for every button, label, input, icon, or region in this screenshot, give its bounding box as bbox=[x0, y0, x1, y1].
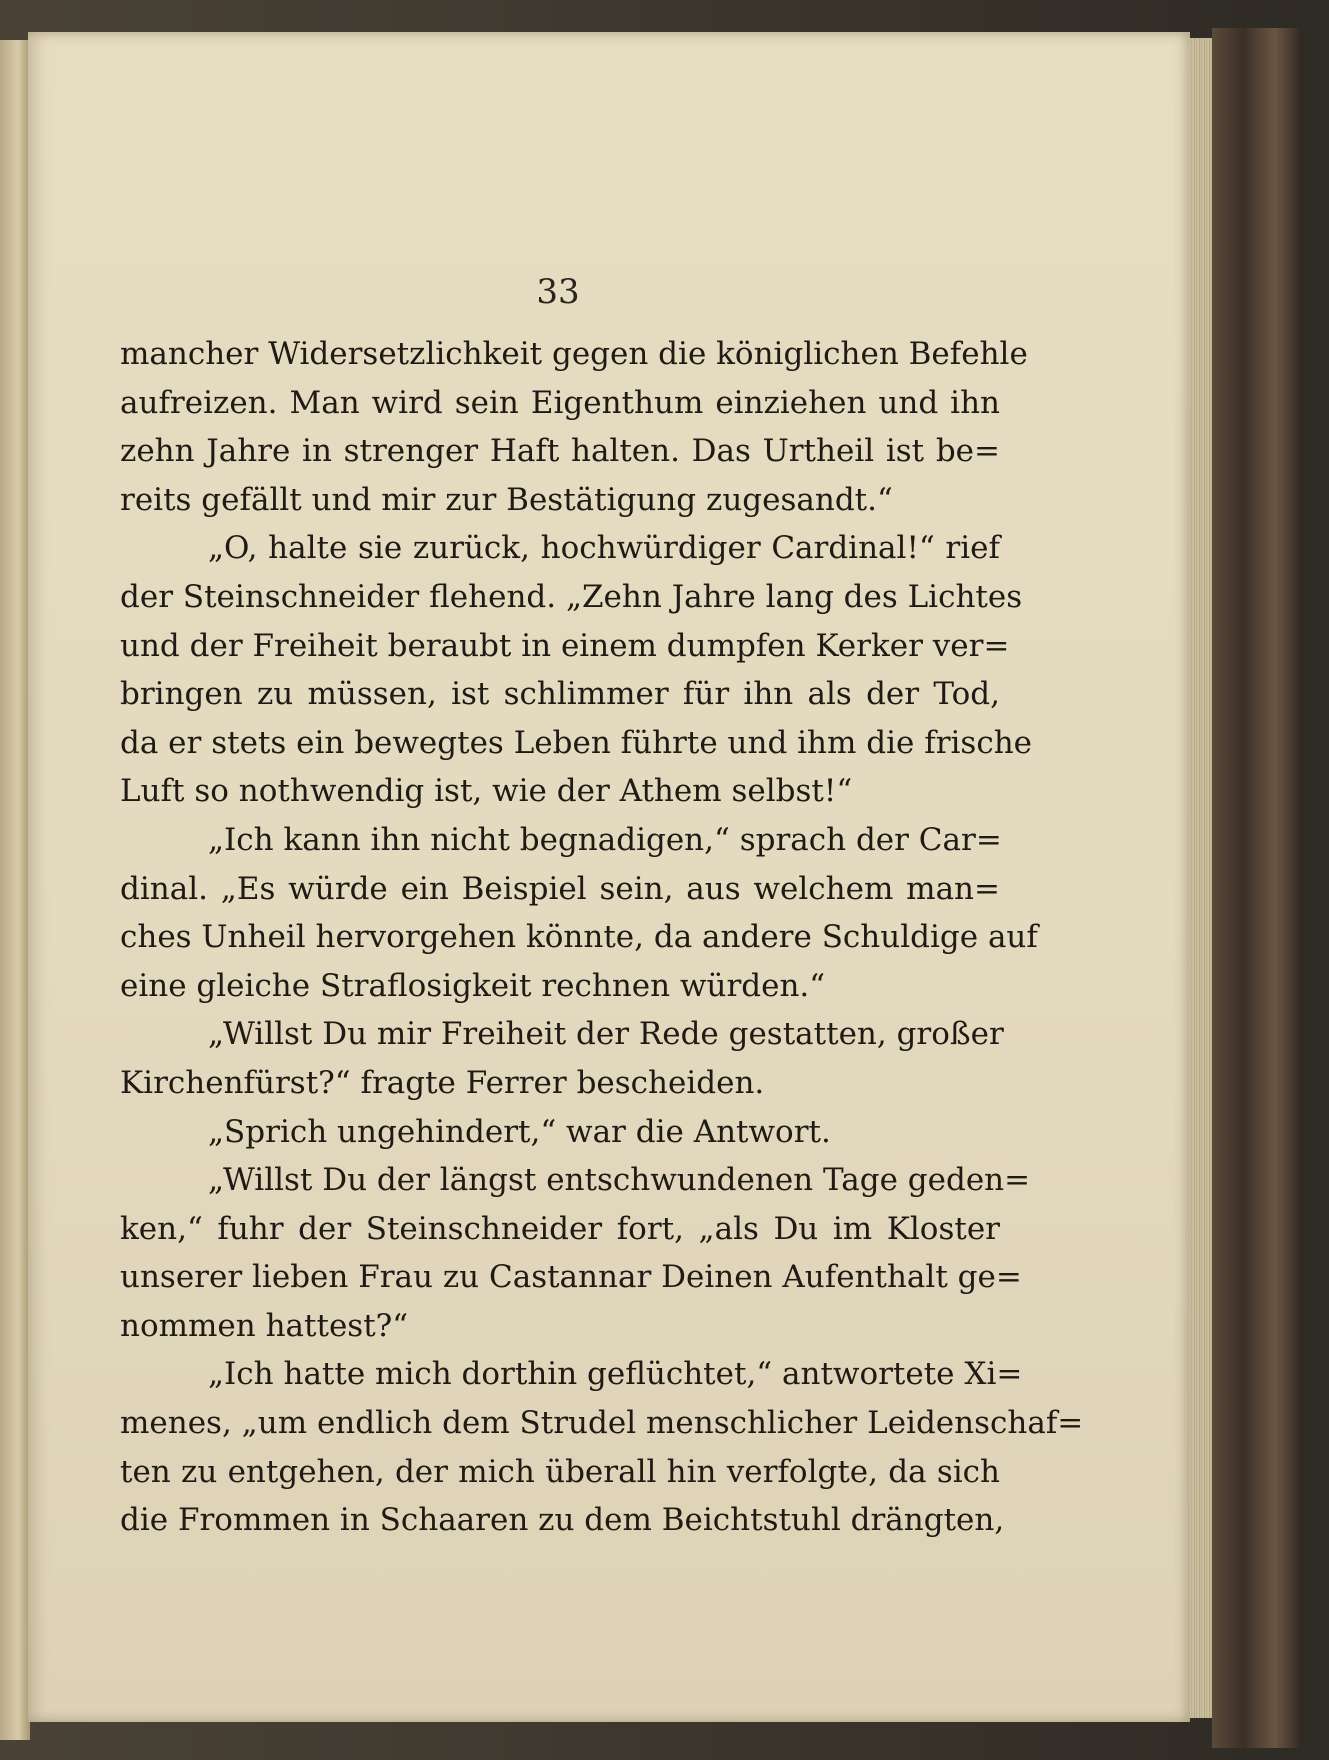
text-line: unserer lieben Frau zu Castannar Deinen Aufenthalt ge= bbox=[120, 1259, 1022, 1296]
text-line: da er stets ein bewegtes Leben führte und ihm die frische bbox=[120, 724, 1033, 761]
text-line: „O, halte sie zurück, hochwürdiger Cardinal!“ rief bbox=[208, 530, 1000, 567]
book-cover-edge bbox=[1212, 28, 1302, 1748]
text-line: der Steinschneider flehend. „Zehn Jahre lang des Lichtes bbox=[120, 578, 1023, 615]
text-line: ken,“ fuhr der Steinschneider fort, „als Du im Kloster bbox=[120, 1210, 1000, 1247]
page-number: 33 bbox=[536, 272, 580, 312]
text-line: reits gefällt und mir zur Bestätigung zugesandt.“ bbox=[120, 481, 893, 518]
text-line: „Willst Du der längst entschwundenen Tage geden= bbox=[208, 1162, 1031, 1199]
text-line: „Sprich ungehindert,“ war die Antwort. bbox=[208, 1113, 831, 1150]
text-line: eine gleiche Straflosigkeit rechnen würden.“ bbox=[120, 967, 826, 1004]
text-line: dinal. „Es würde ein Beispiel sein, aus welchem man= bbox=[120, 870, 1000, 907]
text-line: menes, „um endlich dem Strudel menschlicher Leidenschaf= bbox=[120, 1405, 1084, 1442]
text-line: „Willst Du mir Freiheit der Rede gestatten, großer bbox=[208, 1016, 1004, 1053]
page-stack-edge bbox=[1190, 38, 1212, 1718]
text-line: ten zu entgehen, der mich überall hin verfolgte, da sich bbox=[120, 1453, 1000, 1490]
text-line: „Ich kann ihn nicht begnadigen,“ sprach der Car= bbox=[208, 821, 1002, 858]
book-page bbox=[28, 32, 1190, 1722]
text-line: nommen hattest?“ bbox=[120, 1307, 409, 1344]
text-line: bringen zu müssen, ist schlimmer für ihn als der Tod, bbox=[120, 676, 1000, 713]
text-line: und der Freiheit beraubt in einem dumpfen Kerker ver= bbox=[120, 627, 1010, 664]
text-line: Kirchenfürst?“ fragte Ferrer bescheiden. bbox=[120, 1064, 765, 1101]
text-line: Luft so nothwendig ist, wie der Athem selbst!“ bbox=[120, 773, 853, 810]
text-line: „Ich hatte mich dorthin geflüchtet,“ antwortete Xi= bbox=[208, 1356, 1023, 1393]
facing-page-edge bbox=[0, 40, 30, 1740]
body-text bbox=[120, 330, 1084, 1545]
text-line: mancher Widersetzlichkeit gegen die königlichen Befehle bbox=[120, 336, 1028, 372]
text-line: die Frommen in Schaaren zu dem Beichtstuhl drängten, bbox=[120, 1502, 1005, 1539]
text-line: ches Unheil hervorgehen könnte, da andere Schuldige auf bbox=[120, 919, 1038, 956]
text-line: aufreizen. Man wird sein Eigenthum einziehen und ihn bbox=[120, 384, 1000, 421]
text-line: zehn Jahre in strenger Haft halten. Das Urtheil ist be= bbox=[120, 433, 1000, 470]
